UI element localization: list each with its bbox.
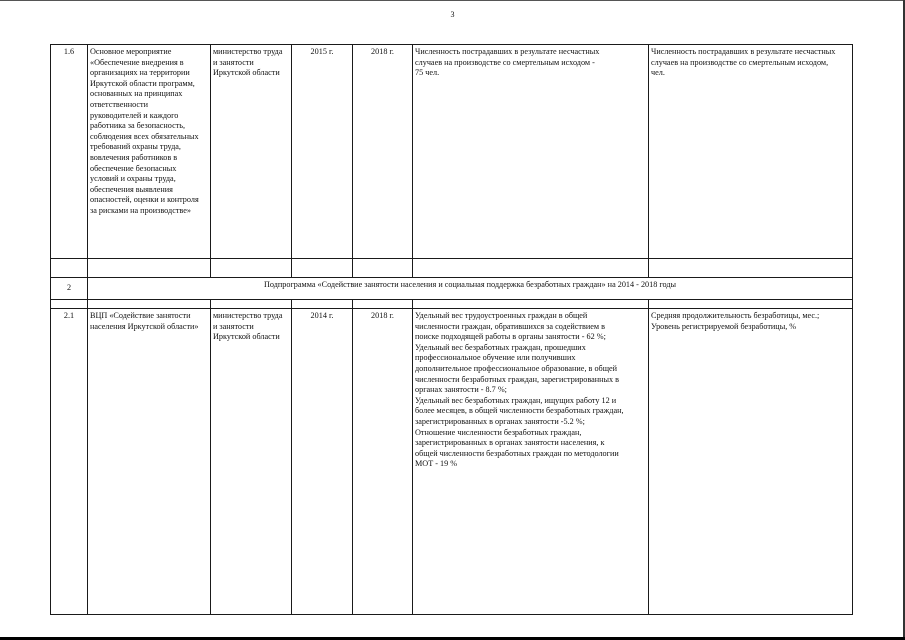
table-row: [51, 309, 853, 615]
end-year: 2018 г.: [353, 45, 413, 259]
subprogram-title: Подпрограмма «Содействие занятости населения и социальная поддержка безработных граждан» на 2014 - 2018 годы: [88, 278, 853, 300]
measure-name: Основное мероприятие «Обеспечение внедрения в организациях на территории Иркутской области программ, основанных на принципах ответственности руководителей и каждого работника за безопасность, соблюдения всех обязательных требований охраны труда, вовлечения работников в обеспечение безопасных условий и охраны труда, обеспечения выявления опасностей, оценки и контроля за рисками на производстве»: [88, 45, 211, 259]
measures-table: [50, 44, 853, 615]
table-row-subprogram: [51, 278, 853, 300]
target-indicators: Средняя продолжительность безработицы, мес.; Уровень регистрируемой безработицы, %: [649, 309, 853, 615]
expected-result: Численность пострадавших в результате несчастных случаев на производстве со смертельным исходом - 75 чел.: [413, 45, 649, 259]
row-number: 1.6: [51, 45, 88, 259]
table-row-spacer: [51, 300, 853, 309]
measure-name: ВЦП «Содействие занятости населения Иркутской области»: [88, 309, 211, 615]
start-year: 2014 г.: [292, 309, 353, 615]
target-indicators: Численность пострадавших в результате несчастных случаев на производстве со смертельным исходом, чел.: [649, 45, 853, 259]
page-number: 3: [450, 10, 455, 19]
executor: министерство труда и занятости Иркутской области: [211, 45, 292, 259]
table-row: [51, 45, 853, 259]
table-row-spacer: [51, 259, 853, 278]
row-number: 2.1: [51, 309, 88, 615]
row-number: 2: [51, 278, 88, 300]
start-year: 2015 г.: [292, 45, 353, 259]
expected-result: Удельный вес трудоустроенных граждан в общей численности граждан, обратившихся за содействием в поиске подходящей работы в органы занятости - 62 %; Удельный вес безработных граждан, прошедших профессиональное обучение или получивших дополнительное профессиональное образование, в общей численности безработных граждан, зарегистрированных в органах занятости - 8.7 %; Удельный вес безработных граждан, ищущих работу 12 и более месяцев, в общей численности безработных граждан, зарегистрированных в органах занятости -5.2 %; Отношение численности безработных граждан, зарегистрированных в органах занятости населения, к общей численности безработных граждан по методологии МОТ - 19 %: [413, 309, 649, 615]
scan-edge-top: [0, 0, 905, 1]
end-year: 2018 г.: [353, 309, 413, 615]
executor: министерство труда и занятости Иркутской области: [211, 309, 292, 615]
